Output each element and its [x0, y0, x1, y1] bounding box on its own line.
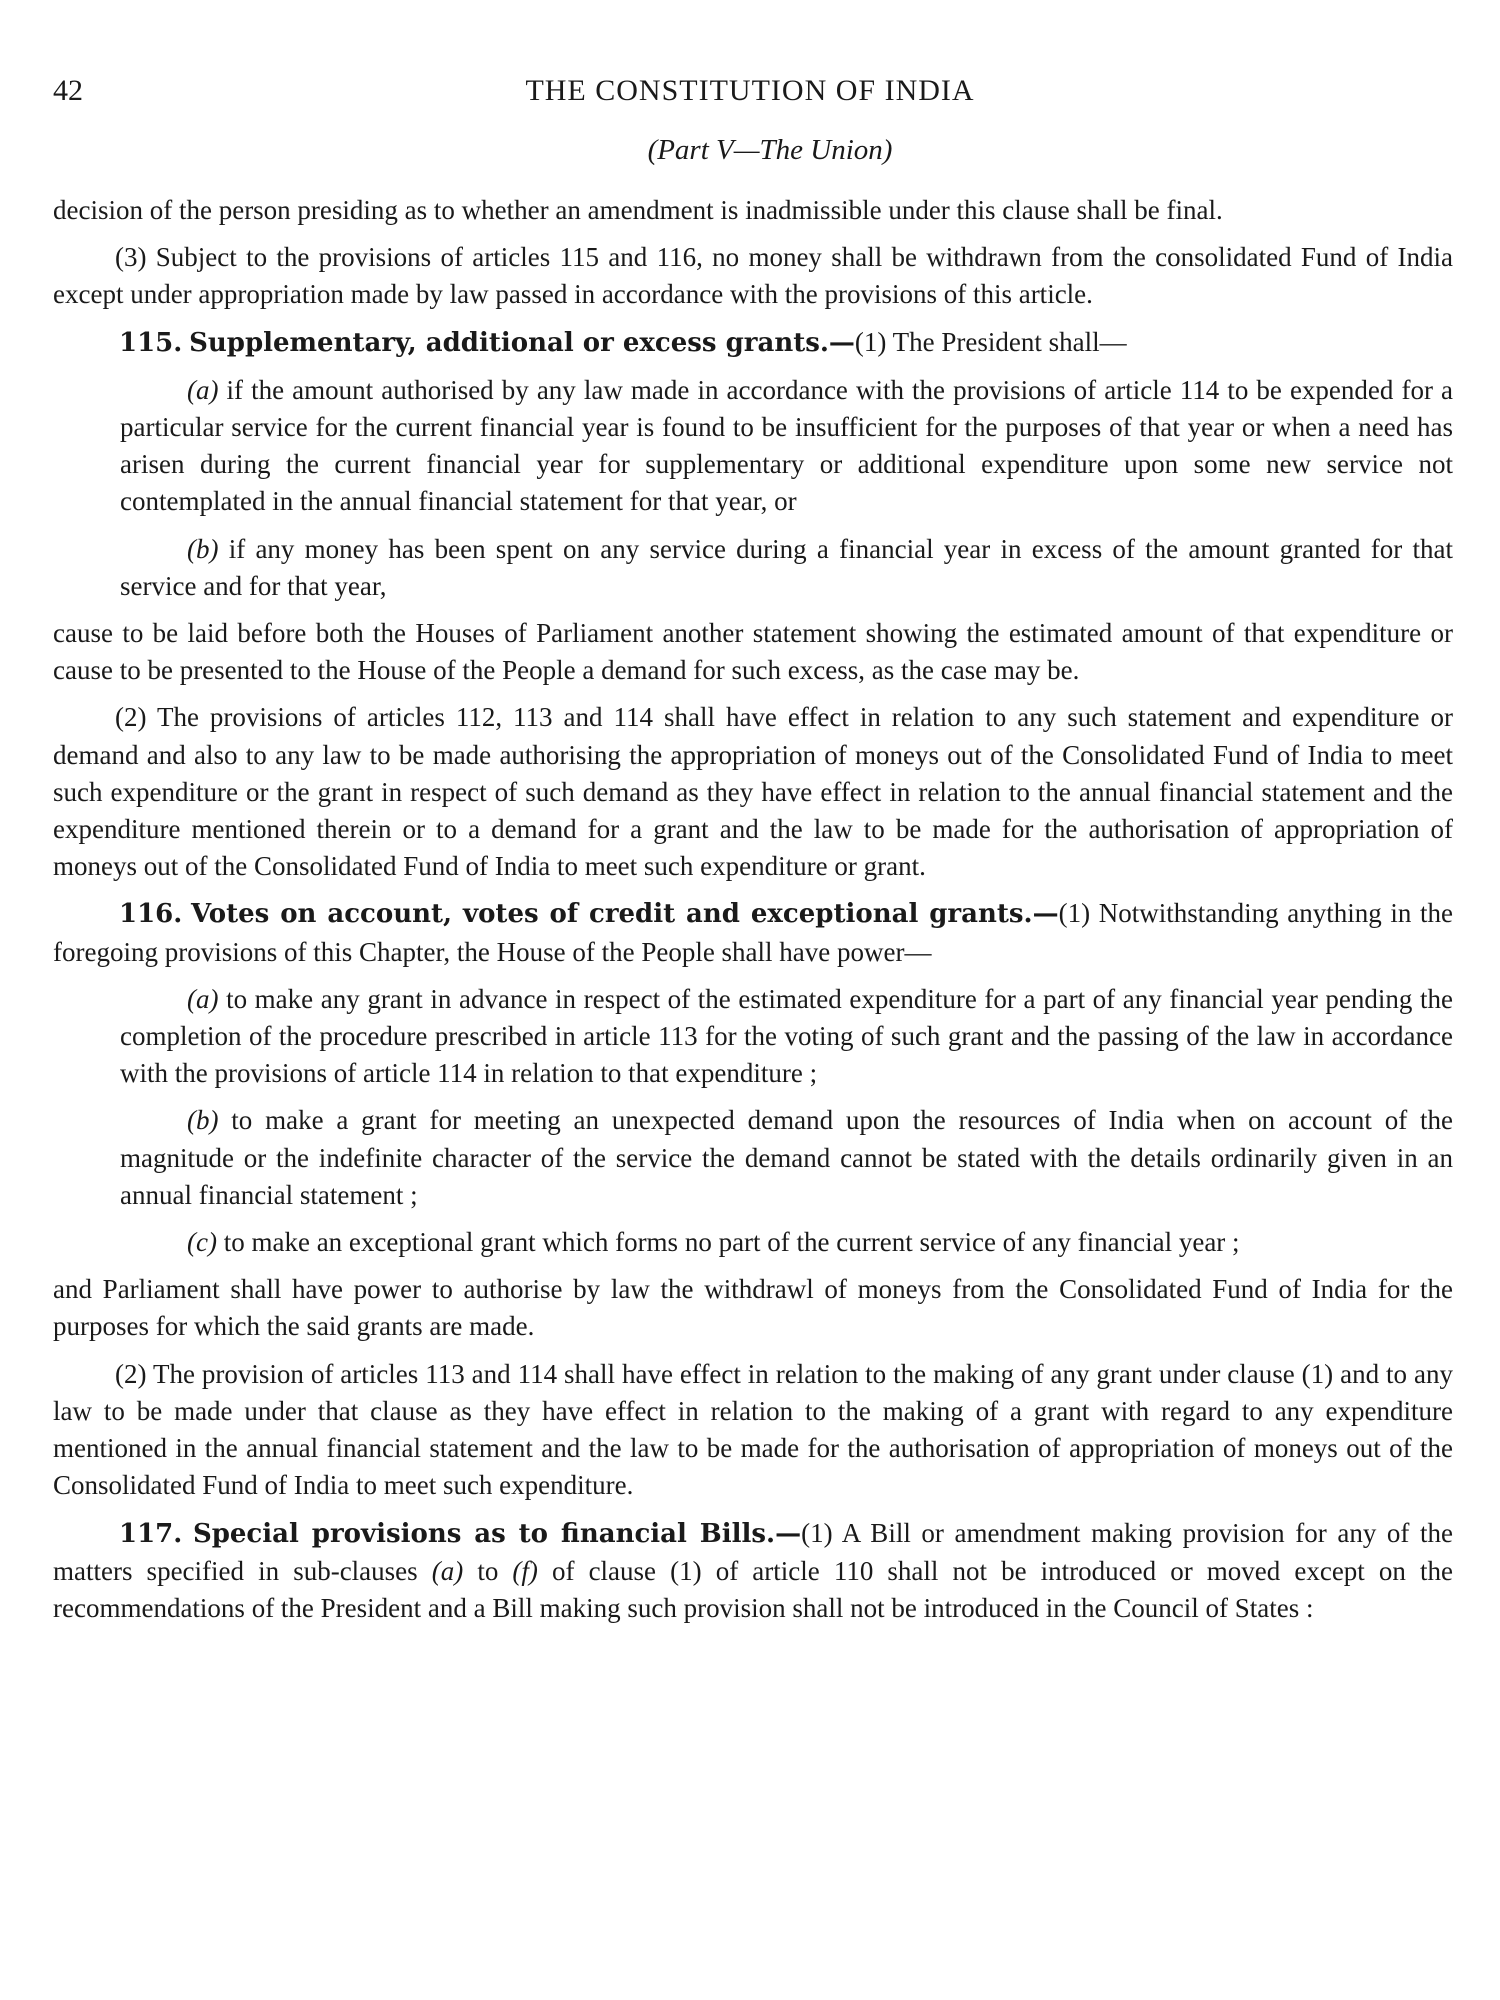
paragraph-continued: decision of the person presiding as to whether an amendment is inadmissible under this clause shall be final. — [53, 195, 1223, 225]
subclause-text: if any money has been spent on any service during a financial year in excess of the amount granted for that service and for that year, — [120, 533, 1453, 601]
article-115-heading — [53, 324, 1453, 362]
article-lead-part: (1) A Bill or amendment making provision for any of the matters specified in sub-clauses — [53, 1517, 1453, 1586]
page-number: 42 — [53, 74, 83, 107]
subclause-label: (a) — [187, 983, 219, 1014]
article-115-subclause-a — [53, 372, 1453, 521]
article-115-subclause-b — [53, 531, 1453, 605]
article-number: 115. — [119, 327, 183, 358]
part-subtitle: (Part V—The Union) — [647, 134, 893, 166]
article-116-heading — [53, 895, 1453, 970]
subclause-ref-f: (f) — [512, 1555, 538, 1586]
subclause-label: (a) — [187, 374, 219, 405]
subclause-ref-a: (a) — [431, 1555, 464, 1586]
article-116-clause-2: (2) The provision of articles 113 and 114 shall have effect in relation to the making of any grant under clause (1) and to any law to be made under that clause as they have effect in relation to the making of a grant with regard to any expenditure mentioned in the annual financial statement and the law to be made for the authorisation of appropriation of moneys out of the Consolidated Fund of India to meet such expenditure. — [53, 1358, 1453, 1501]
article-title: Supplementary, additional or excess grants.— — [189, 327, 855, 358]
running-title: THE CONSTITUTION OF INDIA — [525, 74, 975, 107]
body-text — [53, 192, 1453, 1637]
subclause-label: (b) — [187, 1105, 219, 1136]
article-116-tail: and Parliament shall have power to authorise by law the withdrawl of moneys from the Consolidated Fund of India for the purposes for which the said grants are made. — [53, 1274, 1453, 1342]
article-116-subclause-a — [53, 981, 1453, 1093]
subclause-label: (b) — [187, 533, 219, 564]
subclause-text: to make a grant for meeting an unexpected demand upon the resources of India when on account of the magnitude or the indefinite character of the service the demand cannot be stated with the details ordinarily given in an annual financial statement ; — [120, 1105, 1453, 1210]
article-title: Votes on account, votes of credit and exceptional grants.— — [190, 899, 1059, 930]
article-114-clause-3: (3) Subject to the provisions of articles 115 and 116, no money shall be withdrawn from the consolidated Fund of India except under appropriation made by law passed in accordance with the provisions of this article. — [53, 242, 1453, 310]
article-number: 116. — [119, 899, 183, 930]
article-117-heading — [53, 1515, 1453, 1628]
article-lead: (1) Notwithstanding anything in the foregoing provisions of this Chapter, the House of the People shall have power— — [53, 898, 1454, 967]
article-lead-part: of clause (1) of article 110 shall not be introduced or moved except on the recommendations of the President and a Bill making such provision shall not be introduced in the Council of States : — [53, 1555, 1453, 1623]
subclause-text: if the amount authorised by any law made in accordance with the provisions of article 114 to be expended for a particular service for the current financial year is found to be insufficient for the purposes of that year or when a need has arisen during the current financial year for supplementary or additional expenditure upon some new service not contemplated in the annual financial statement for that year, or — [120, 374, 1453, 517]
article-lead: (1) The President shall— — [854, 326, 1127, 357]
article-115-tail: cause to be laid before both the Houses of Parliament another statement showing the estimated amount of that expenditure or cause to be presented to the House of the People a demand for such excess, as the case may be. — [53, 618, 1453, 686]
subclause-text: to make an exceptional grant which forms no part of the current service of any financial year ; — [216, 1227, 1240, 1258]
article-116-subclause-b — [53, 1102, 1453, 1214]
article-116-subclause-c — [53, 1224, 1453, 1261]
article-number: 117. — [119, 1518, 183, 1549]
article-title: Special provisions as to financial Bills.— — [192, 1518, 802, 1549]
subclause-text: to make any grant in advance in respect of the estimated expenditure for a part of any financial year pending the completion of the procedure prescribed in article 113 for the voting of such grant and the passing of the law in accordance with the provisions of article 114 in relation to that expenditure ; — [120, 983, 1453, 1089]
subclause-label: (c) — [187, 1227, 217, 1258]
article-115-clause-2: (2) The provisions of articles 112, 113 and 114 shall have effect in relation to any such statement and expenditure or demand and also to any law to be made authorising the appropriation of moneys out of the Consolidated Fund of India to meet such expenditure or the grant in respect of such demand as they have effect in relation to the annual financial statement and the expenditure mentioned therein or to a demand for a grant and the law to be made for the authorisation of appropriation of moneys out of the Consolidated Fund of India to meet such expenditure or grant. — [53, 702, 1453, 882]
article-lead-part: to — [463, 1555, 513, 1586]
